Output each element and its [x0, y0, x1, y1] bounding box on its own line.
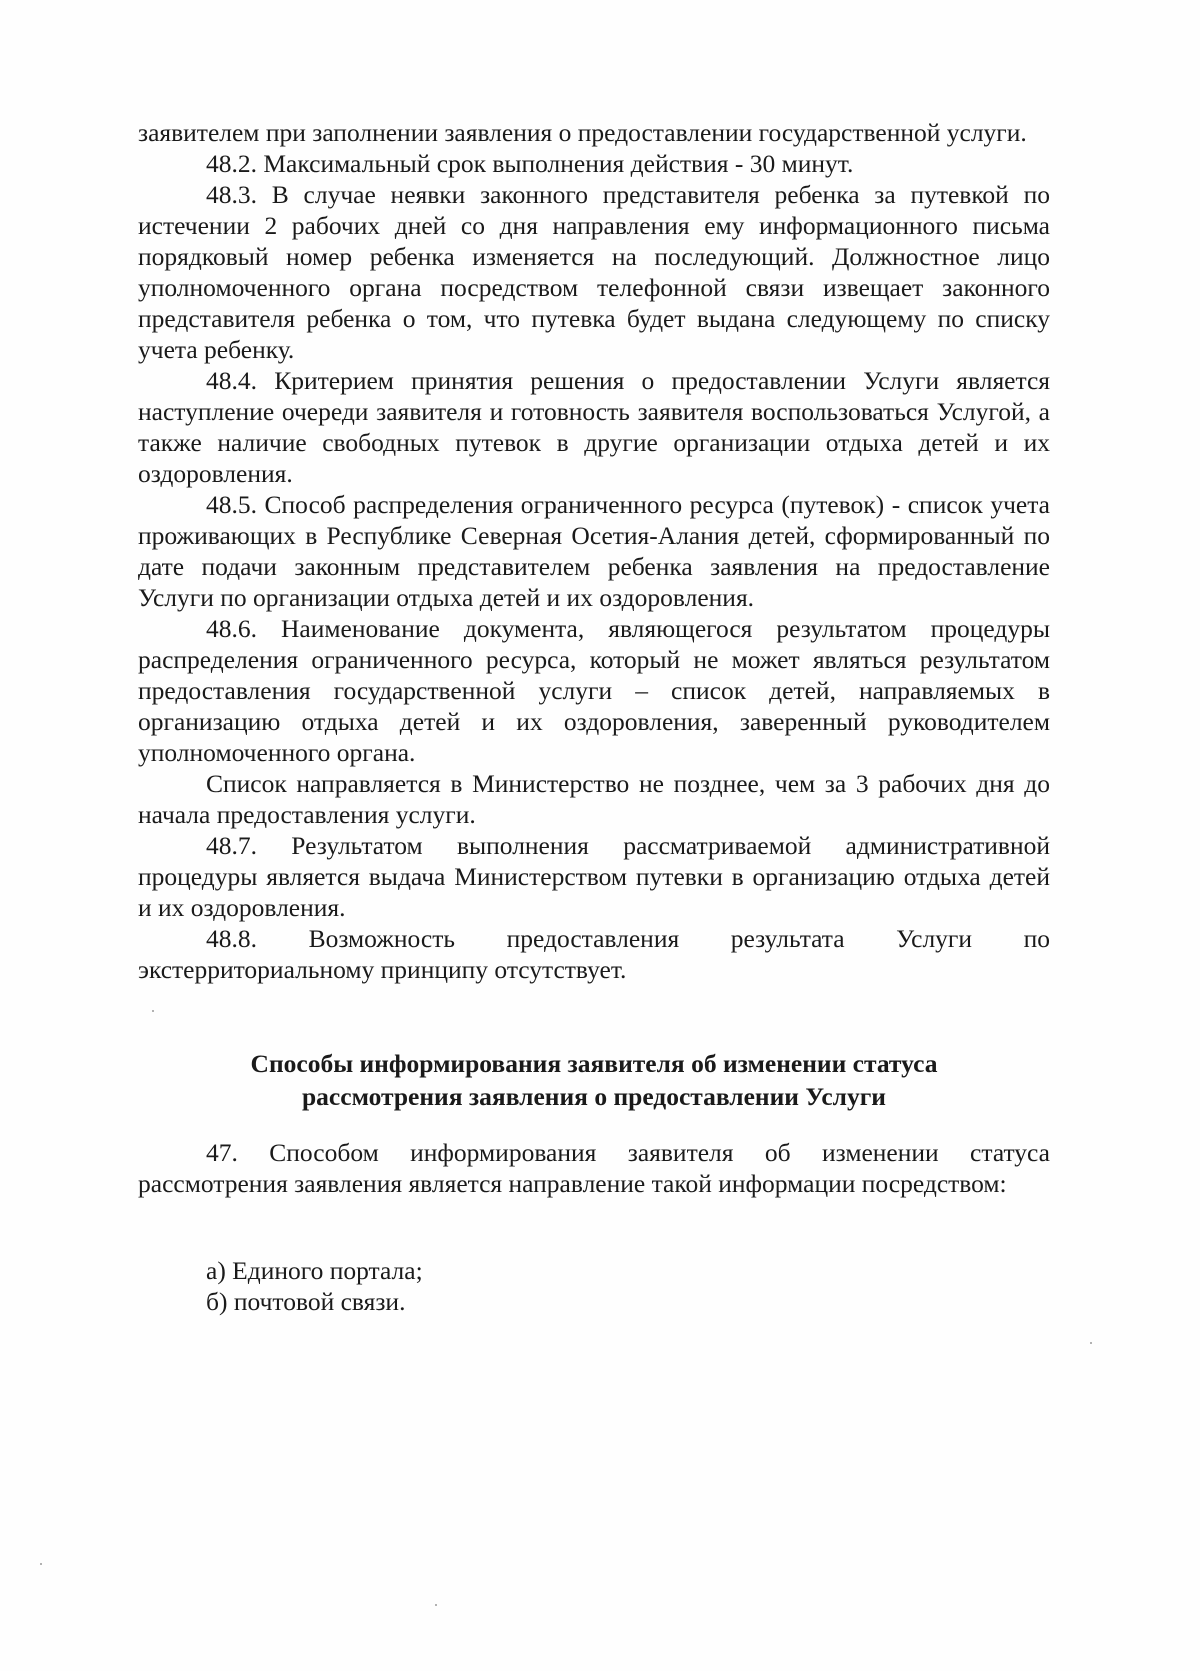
heading-line-1: Способы информирования заявителя об изменении статуса	[250, 1049, 938, 1078]
paragraph-48-4: 48.4. Критерием принятия решения о предоставлении Услуги является наступление очереди заявителя и готовность заявителя воспользоваться Услугой, а также наличие свободных путевок в другие организации отдыха детей и их оздоровления.	[138, 366, 1050, 488]
scan-speck	[152, 1010, 154, 1012]
paragraph-47: 47. Способом информирования заявителя об изменении статуса рассмотрения заявления является направление такой информации посредством:	[138, 1138, 1050, 1198]
paragraph-continuation: заявителем при заполнении заявления о предоставлении государственной услуги.	[138, 118, 1027, 147]
scan-speck	[1090, 1342, 1092, 1344]
notification-methods-list	[206, 1255, 423, 1317]
heading-line-2: рассмотрения заявления о предоставлении Услуги	[302, 1082, 886, 1111]
section-heading	[138, 1047, 1050, 1113]
body-text	[138, 117, 1050, 985]
scan-speck	[40, 1563, 42, 1565]
paragraph-48-6: 48.6. Наименование документа, являющегося результатом процедуры распределения ограниченного ресурса, который не может являться результатом предоставления государственной услуги – список детей, направляемых в организацию отдыха детей и их оздоровления, заверенный руководителем уполномоченного органа.	[138, 614, 1050, 767]
scan-speck	[435, 1604, 437, 1606]
paragraph-list-deadline: Список направляется в Министерство не позднее, чем за 3 рабочих дня до начала предоставления услуги.	[138, 769, 1050, 829]
list-item: б) почтовой связи.	[206, 1287, 406, 1316]
paragraph-48-7: 48.7. Результатом выполнения рассматриваемой административной процедуры является выдача Министерством путевки в организацию отдыха детей и их оздоровления.	[138, 831, 1050, 922]
list-item: а) Единого портала;	[206, 1256, 423, 1285]
paragraph-48-3: 48.3. В случае неявки законного представителя ребенка за путевкой по истечении 2 рабочих дней со дня направления ему информационного письма порядковый номер ребенка изменяется на последующий. Должностное лицо уполномоченного органа посредством телефонной связи извещает законного представителя ребенка о том, что путевка будет выдана следующему по списку учета ребенку.	[138, 180, 1050, 364]
paragraph-48-2: 48.2. Максимальный срок выполнения действия - 30 минут.	[206, 149, 854, 178]
paragraph-48-8: 48.8. Возможность предоставления результата Услуги по экстерриториальному принципу отсутствует.	[138, 924, 1050, 984]
paragraph-48-5: 48.5. Способ распределения ограниченного ресурса (путевок) - список учета проживающих в Республике Северная Осетия-Алания детей, сформированный по дате подачи законным представителем ребенка заявления на предоставление Услуги по организации отдыха детей и их оздоровления.	[138, 490, 1050, 612]
